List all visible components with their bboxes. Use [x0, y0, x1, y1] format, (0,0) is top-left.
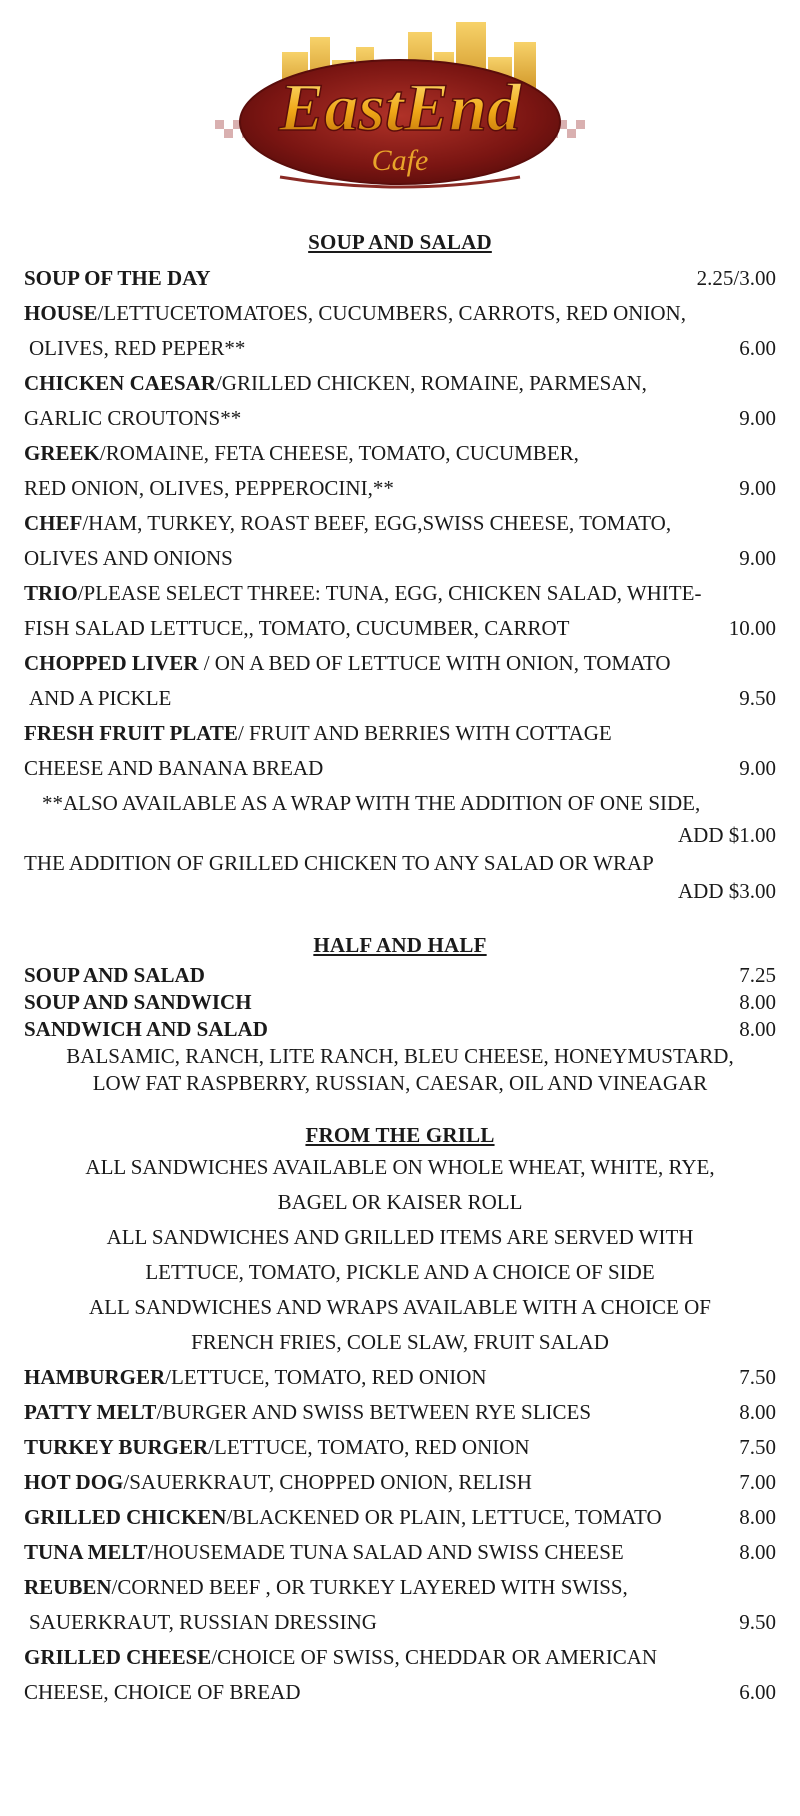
item-price: 6.00: [739, 336, 776, 360]
item-price: 7.50: [739, 1435, 776, 1459]
item-name: CHOPPED LIVER: [24, 651, 199, 675]
item-text: TUNA MELT/HOUSEMADE TUNA SALAD AND SWISS CHEESE: [24, 1540, 624, 1564]
item-price: 9.00: [739, 546, 776, 570]
chicken-note: THE ADDITION OF GRILLED CHICKEN TO ANY SALAD OR WRAP: [24, 851, 654, 875]
item-price: 2.25/3.00: [696, 266, 776, 290]
menu-item: [24, 366, 776, 401]
item-price: 8.00: [739, 1400, 776, 1424]
item-text: AND A PICKLE: [29, 686, 172, 710]
menu-item: [24, 716, 776, 751]
menu-item: [24, 1640, 776, 1675]
section-title: SOUP AND SALAD: [308, 230, 492, 254]
eastend-cafe-logo: [210, 22, 590, 197]
item-text: REUBEN/CORNED BEEF , OR TURKEY LAYERED WITH SWISS,: [24, 1575, 628, 1599]
grill-section: [24, 1123, 776, 1710]
item-text: HOT DOG/SAUERKRAUT, CHOPPED ONION, RELISH: [24, 1470, 532, 1494]
dressings-line: BALSAMIC, RANCH, LITE RANCH, BLEU CHEESE, HONEYMUSTARD,: [66, 1044, 734, 1068]
item-text: GRILLED CHEESE/CHOICE OF SWISS, CHEDDAR OR AMERICAN: [24, 1645, 658, 1669]
item-text: [24, 1016, 729, 1043]
menu-item: [24, 261, 776, 296]
item-text: CHOPPED LIVER / ON A BED OF LETTUCE WITH ONION, TOMATO: [24, 651, 671, 675]
item-price: 7.50: [739, 1365, 776, 1389]
menu-body: [24, 230, 776, 1710]
menu-item: [24, 1016, 776, 1043]
grill-note: ALL SANDWICHES AND GRILLED ITEMS ARE SERVED WITH: [106, 1225, 694, 1249]
item-text: TURKEY BURGER/LETTUCE, TOMATO, RED ONION: [24, 1435, 530, 1459]
menu-item: [24, 436, 776, 471]
item-text: CHEESE, CHOICE OF BREAD: [24, 1680, 301, 1704]
logo-sub: Cafe: [371, 144, 429, 177]
half-half-section: [24, 933, 776, 1097]
chicken-note-add: ADD $3.00: [678, 879, 776, 903]
item-name: SOUP OF THE DAY: [24, 266, 211, 290]
menu-item-continued: [24, 471, 776, 506]
menu-item: [24, 1535, 776, 1570]
item-price: 9.50: [739, 1610, 776, 1634]
item-name: CHEF: [24, 511, 83, 535]
grill-note: FRENCH FRIES, COLE SLAW, FRUIT SALAD: [191, 1330, 609, 1354]
item-text: CHICKEN CAESAR/GRILLED CHICKEN, ROMAINE, PARMESAN,: [24, 371, 647, 395]
item-text: SAUERKRAUT, RUSSIAN DRESSING: [29, 1610, 377, 1634]
item-text: OLIVES AND ONIONS: [24, 546, 233, 570]
item-name: TUNA MELT: [24, 1540, 148, 1564]
menu-item-continued: [24, 681, 776, 716]
item-name: CHICKEN CAESAR: [24, 371, 216, 395]
menu-item: [24, 1360, 776, 1395]
item-price: 10.00: [728, 616, 776, 640]
item-text: CHEESE AND BANANA BREAD: [24, 756, 324, 780]
menu-item-continued: [24, 1675, 776, 1710]
menu-item: [24, 1395, 776, 1430]
wrap-note: **ALSO AVAILABLE AS A WRAP WITH THE ADDITION OF ONE SIDE,: [42, 791, 701, 815]
menu-item-continued: [24, 401, 776, 436]
item-name: FRESH FRUIT PLATE: [24, 721, 238, 745]
menu-item: [24, 646, 776, 681]
item-name: HOT DOG: [24, 1470, 124, 1494]
item-name: SANDWICH AND SALAD: [24, 1017, 268, 1041]
item-text: HOUSE/LETTUCETOMATOES, CUCUMBERS, CARROTS, RED ONION,: [24, 301, 686, 325]
item-name: REUBEN: [24, 1575, 112, 1599]
menu-item-continued: [24, 751, 776, 786]
wrap-note-add: ADD $1.00: [678, 823, 776, 847]
item-name: SOUP AND SANDWICH: [24, 990, 252, 1014]
item-price: 8.00: [739, 1540, 776, 1564]
item-name: GRILLED CHICKEN: [24, 1505, 227, 1529]
item-text: TRIO/PLEASE SELECT THREE: TUNA, EGG, CHICKEN SALAD, WHITE-: [24, 581, 702, 605]
section-title: FROM THE GRILL: [305, 1123, 495, 1147]
item-text: GRILLED CHICKEN/BLACKENED OR PLAIN, LETTUCE, TOMATO: [24, 1505, 662, 1529]
item-price: 8.00: [739, 1505, 776, 1529]
dressings-line: LOW FAT RASPBERRY, RUSSIAN, CAESAR, OIL AND VINEAGAR: [92, 1071, 708, 1095]
item-text: RED ONION, OLIVES, PEPPEROCINI,**: [24, 476, 394, 500]
item-text: [24, 261, 687, 296]
item-price: 8.00: [739, 1017, 776, 1041]
item-text: GARLIC CROUTONS**: [24, 406, 242, 430]
menu-item: [24, 1430, 776, 1465]
grill-note: BAGEL OR KAISER ROLL: [277, 1190, 523, 1214]
menu-item: [24, 989, 776, 1016]
menu-item: [24, 296, 776, 331]
item-price: 8.00: [739, 990, 776, 1014]
grill-note: LETTUCE, TOMATO, PICKLE AND A CHOICE OF SIDE: [145, 1260, 655, 1284]
item-name: TURKEY BURGER: [24, 1435, 209, 1459]
item-price: 7.25: [739, 963, 776, 987]
item-name: SOUP AND SALAD: [24, 963, 205, 987]
item-price: 7.00: [739, 1470, 776, 1494]
grill-note: ALL SANDWICHES AND WRAPS AVAILABLE WITH A CHOICE OF: [89, 1295, 711, 1319]
item-name: PATTY MELT: [24, 1400, 157, 1424]
grill-note: ALL SANDWICHES AVAILABLE ON WHOLE WHEAT, WHITE, RYE,: [85, 1155, 715, 1179]
item-text: FISH SALAD LETTUCE,, TOMATO, CUCUMBER, CARROT: [24, 616, 570, 640]
item-price: 6.00: [739, 1680, 776, 1704]
item-text: CHEF/HAM, TURKEY, ROAST BEEF, EGG,SWISS CHEESE, TOMATO,: [24, 511, 672, 535]
menu-item-continued: [24, 331, 776, 366]
item-price: 9.00: [739, 406, 776, 430]
menu-item: [24, 962, 776, 989]
menu-item-continued: [24, 1605, 776, 1640]
menu-item: [24, 1465, 776, 1500]
item-text: PATTY MELT/BURGER AND SWISS BETWEEN RYE SLICES: [24, 1400, 592, 1424]
menu-item-continued: [24, 611, 776, 646]
item-text: GREEK/ROMAINE, FETA CHEESE, TOMATO, CUCUMBER,: [24, 441, 579, 465]
item-text: FRESH FRUIT PLATE/ FRUIT AND BERRIES WITH COTTAGE: [24, 721, 612, 745]
menu-item: [24, 506, 776, 541]
logo-name: EastEnd: [279, 69, 521, 145]
item-name: HAMBURGER: [24, 1365, 166, 1389]
item-text: [24, 962, 729, 989]
item-price: 9.50: [739, 686, 776, 710]
item-name: HOUSE: [24, 301, 98, 325]
menu-item-continued: [24, 541, 776, 576]
item-name: GRILLED CHEESE: [24, 1645, 212, 1669]
item-text: OLIVES, RED PEPER**: [29, 336, 246, 360]
menu-item: [24, 576, 776, 611]
item-name: GREEK: [24, 441, 100, 465]
menu-item: [24, 1500, 776, 1535]
item-price: 9.00: [739, 476, 776, 500]
menu-item: [24, 1570, 776, 1605]
item-price: 9.00: [739, 756, 776, 780]
soup-salad-section: [24, 230, 776, 905]
section-title: HALF AND HALF: [313, 933, 487, 957]
item-name: TRIO: [24, 581, 78, 605]
item-text: [24, 989, 729, 1016]
item-text: HAMBURGER/LETTUCE, TOMATO, RED ONION: [24, 1365, 487, 1389]
